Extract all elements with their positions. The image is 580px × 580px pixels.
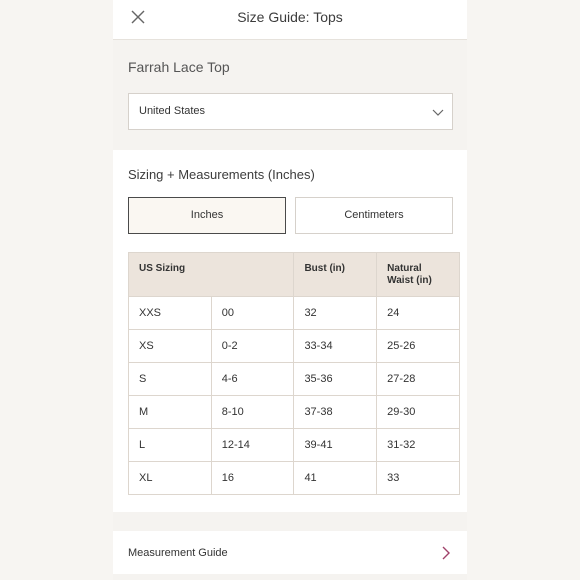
table-row: [129, 297, 460, 330]
cell-us-number: 16: [211, 462, 294, 495]
header-waist-line1: Natural: [387, 263, 422, 274]
size-table: [128, 252, 460, 495]
cell-waist: 25-26: [377, 330, 460, 363]
header-us-sizing: US Sizing: [129, 253, 294, 297]
cell-waist: 33: [377, 462, 460, 495]
cell-size: M: [129, 396, 212, 429]
cell-bust: 39-41: [294, 429, 377, 462]
country-select[interactable]: [128, 93, 453, 130]
cell-waist: 27-28: [377, 363, 460, 396]
cell-waist: 24: [377, 297, 460, 330]
cell-size: XXS: [129, 297, 212, 330]
unit-toggle-inches[interactable]: Inches: [128, 197, 286, 234]
table-header-row: [129, 253, 460, 297]
table-row: [129, 330, 460, 363]
cell-bust: 35-36: [294, 363, 377, 396]
table-row: [129, 363, 460, 396]
cell-us-number: 8-10: [211, 396, 294, 429]
measurement-guide-label: Measurement Guide: [128, 547, 228, 559]
table-row: [129, 462, 460, 495]
table-row: [129, 429, 460, 462]
cell-us-number: 4-6: [211, 363, 294, 396]
table-row: [129, 396, 460, 429]
country-select-value: United States: [139, 105, 206, 117]
cell-bust: 41: [294, 462, 377, 495]
page-title: Size Guide: Tops: [237, 9, 343, 25]
cell-waist: 31-32: [377, 429, 460, 462]
chevron-right-icon[interactable]: [440, 546, 452, 560]
cell-size: XS: [129, 330, 212, 363]
header-bust: Bust (in): [294, 253, 377, 297]
cell-bust: 37-38: [294, 396, 377, 429]
cell-bust: 33-34: [294, 330, 377, 363]
cell-size: L: [129, 429, 212, 462]
cell-size: S: [129, 363, 212, 396]
product-name: Farrah Lace Top: [128, 59, 230, 75]
cell-bust: 32: [294, 297, 377, 330]
sizing-title: Sizing + Measurements (Inches): [128, 167, 315, 182]
chevron-down-icon: [432, 106, 444, 118]
unit-toggle-centimeters[interactable]: Centimeters: [295, 197, 453, 234]
cell-size: XL: [129, 462, 212, 495]
cell-waist: 29-30: [377, 396, 460, 429]
cell-us-number: 0-2: [211, 330, 294, 363]
cell-us-number: 00: [211, 297, 294, 330]
header-waist-line2: Waist (in): [387, 275, 432, 286]
header-natural-waist: [377, 253, 460, 297]
cell-us-number: 12-14: [211, 429, 294, 462]
